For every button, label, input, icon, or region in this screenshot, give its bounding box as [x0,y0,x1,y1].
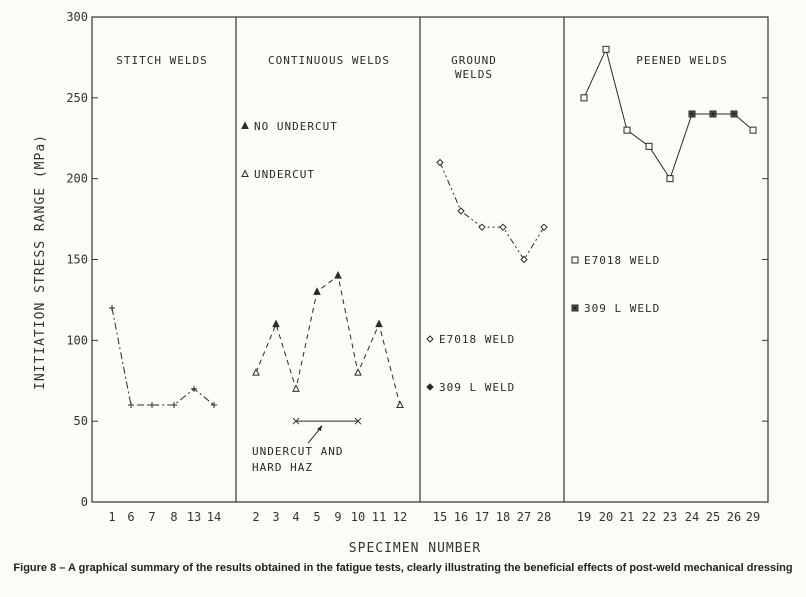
series-line [256,276,400,405]
data-point [750,127,756,133]
panel-3 [427,54,551,524]
legend-marker [427,384,433,390]
legend-label: 309 L WELD [584,302,661,315]
panel-title: CONTINUOUS WELDS [268,54,390,67]
y-tick-label: 0 [80,495,88,509]
series-line [112,308,214,405]
y-tick-label: 100 [66,333,88,348]
legend-marker [427,336,433,342]
data-point [314,288,320,294]
data-point [335,272,341,278]
x-tick-label: 17 [474,510,490,524]
x-tick-label: 4 [292,510,300,524]
x-tick-label: 15 [432,510,448,524]
x-tick-label: 2 [252,510,260,524]
x-tick-label: 29 [745,510,761,524]
x-tick-label: 24 [684,510,700,524]
x-tick-label: 1 [108,510,116,524]
y-axis [66,10,768,509]
legend-label: UNDERCUT [254,168,315,181]
x-tick-label: 3 [272,510,280,524]
x-tick-label: 19 [576,510,592,524]
x-tick-label: 10 [350,510,366,524]
data-point [581,95,587,101]
data-point [500,224,506,230]
legend-marker [242,171,248,177]
x-tick-label: 26 [726,510,742,524]
x-tick-label: 27 [516,510,532,524]
annotation-label: UNDERCUT AND [252,445,344,458]
panel-title: PEENED WELDS [636,54,728,67]
plot-frame [92,17,768,502]
figure-caption: Figure 8 – A graphical summary of the results obtained in the fatigue tests, clearly illustrating the beneficial effects of post-weld mechanical dressing [13,562,793,574]
y-axis-label: INITIATION STRESS RANGE (MPa) [33,134,48,390]
data-point [689,111,695,117]
panel-title: WELDS [454,68,494,81]
data-point [109,305,115,311]
legend-label: E7018 WELD [439,333,516,346]
legend-marker [572,257,578,263]
x-tick-label: 18 [495,510,511,524]
x-tick-label: 11 [371,510,387,524]
data-point [710,111,716,117]
data-point [667,176,673,182]
y-tick-label: 50 [73,414,88,429]
data-point [731,111,737,117]
data-point [541,224,547,230]
data-point [149,402,155,408]
x-tick-label: 13 [186,510,202,524]
x-tick-label: 7 [148,510,156,524]
data-point [603,46,609,52]
y-tick-label: 300 [66,10,88,24]
data-point [624,127,630,133]
legend-marker [242,123,248,129]
legend-label: NO UNDERCUT [254,120,338,133]
data-point [273,321,279,327]
x-tick-label: 22 [641,510,657,524]
data-point [458,208,464,214]
data-point [171,402,177,408]
data-point [128,402,134,408]
panels [108,17,760,524]
x-axis-label: SPECIMEN NUMBER [348,541,482,556]
legend-marker [572,305,578,311]
panel-4 [572,46,760,524]
x-tick-label: 16 [453,510,469,524]
y-tick-label: 200 [66,171,88,186]
y-tick-label: 150 [66,252,88,267]
x-tick-label: 23 [662,510,678,524]
x-tick-label: 6 [127,510,135,524]
x-tick-label: 25 [705,510,721,524]
data-point [376,321,382,327]
data-point [521,257,527,263]
data-point [253,369,259,375]
annotation-label: HARD HAZ [252,461,313,474]
panel-title: GROUND [451,54,497,67]
legend-label: 309 L WELD [439,381,516,394]
x-tick-label: 8 [170,510,178,524]
data-point [355,369,361,375]
x-tick-label: 14 [206,510,222,524]
panel-2 [242,54,407,524]
legend-label: E7018 WELD [584,254,661,267]
x-tick-label: 28 [536,510,552,524]
x-tick-label: 21 [619,510,635,524]
data-point [293,385,299,391]
data-point [397,402,403,408]
data-point [646,143,652,149]
plot-border [92,17,768,502]
x-tick-label: 9 [334,510,342,524]
x-tick-label: 12 [392,510,408,524]
annotation-arrowhead [317,425,322,431]
panel-title: STITCH WELDS [116,54,208,67]
y-tick-label: 250 [66,90,88,105]
panel-1 [108,54,221,524]
x-tick-label: 5 [313,510,321,524]
series-line [440,163,544,260]
x-tick-label: 20 [598,510,614,524]
series-line [584,49,753,178]
data-point [437,160,443,166]
